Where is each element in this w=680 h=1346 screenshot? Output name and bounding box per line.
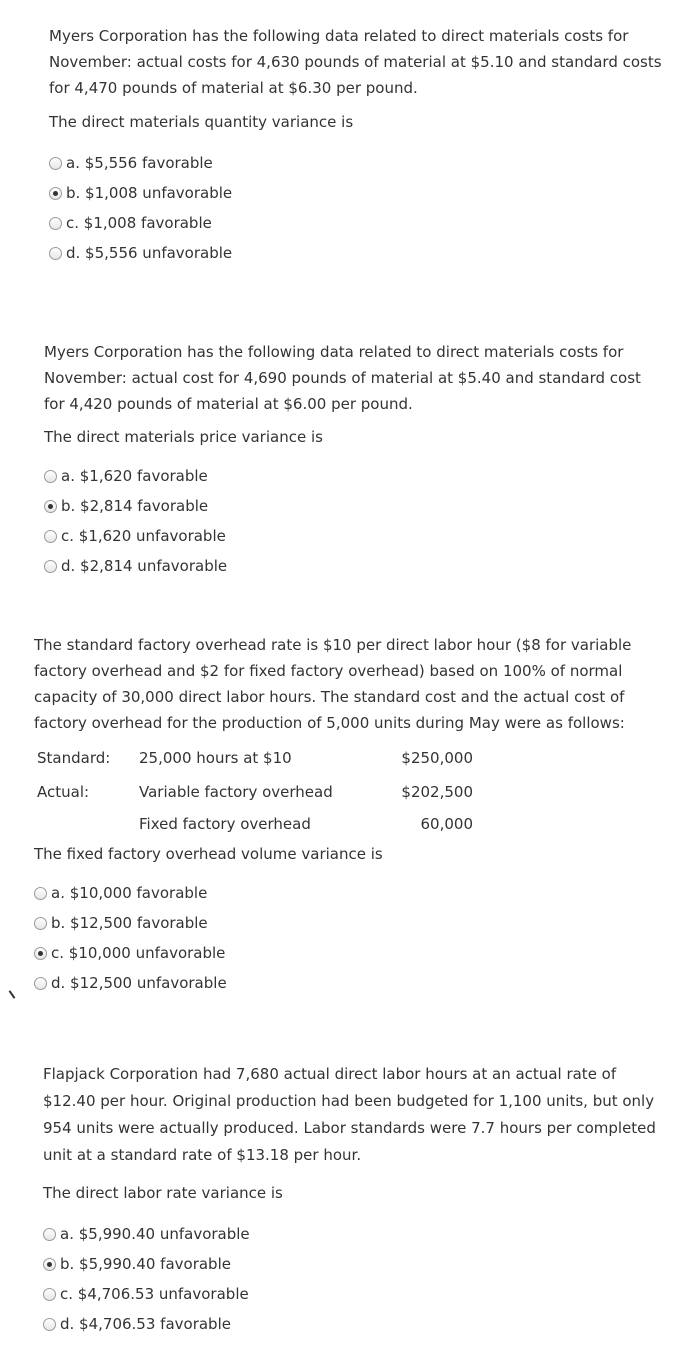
option-label: b. $2,814 favorable [61,497,209,515]
option-a[interactable] [34,878,659,908]
option-d[interactable] [49,238,664,268]
option-d[interactable] [43,1309,668,1339]
answer-options [34,878,659,998]
option-c[interactable] [44,521,659,551]
question-2 [44,339,659,581]
radio-button-icon[interactable] [43,1228,56,1241]
question-stem: The standard factory overhead rate is $10 per direct labor hour ($8 for variable factory overhead and $2 for fixed factory overhead) based on 100% of normal capacity of 30,000 direct labor hours. The standard cost and the actual cost of factory overhead for the production of 5,000 units during May were as follows: [34,636,632,732]
option-label: a. $10,000 favorable [51,884,208,902]
stray-mark [9,990,16,999]
question-prompt: The direct materials quantity variance is [49,113,354,131]
option-label: d. $12,500 unfavorable [51,974,227,992]
option-a[interactable] [49,148,664,178]
radio-button-icon[interactable] [44,470,57,483]
option-a[interactable] [44,461,659,491]
radio-button-selected-icon[interactable] [34,947,47,960]
option-c[interactable] [43,1279,668,1309]
radio-button-icon[interactable] [49,247,62,260]
overhead-cost-table [34,742,659,840]
row-label: Standard: [37,749,111,767]
radio-button-icon[interactable] [34,977,47,990]
table-row [34,808,659,840]
radio-button-icon[interactable] [49,157,62,170]
option-label: b. $5,990.40 favorable [60,1255,231,1273]
option-c[interactable] [49,208,664,238]
option-label: a. $5,990.40 unfavorable [60,1225,250,1243]
answer-options [49,148,664,268]
option-label: c. $1,008 favorable [66,214,212,232]
radio-button-icon[interactable] [49,217,62,230]
table-row [34,742,659,776]
radio-button-selected-icon[interactable] [43,1258,56,1271]
option-label: a. $1,620 favorable [61,467,208,485]
radio-button-selected-icon[interactable] [49,187,62,200]
option-d[interactable] [44,551,659,581]
option-a[interactable] [43,1219,668,1249]
radio-button-icon[interactable] [43,1318,56,1331]
answer-options [43,1219,668,1339]
question-prompt: The direct labor rate variance is [43,1184,283,1202]
option-label: b. $1,008 unfavorable [66,184,233,202]
row-description: Variable factory overhead [139,783,333,801]
question-stem: Myers Corporation has the following data related to direct materials costs for November: actual costs for 4,630 pounds of material at $5.10 and standard costs for 4,470 pounds of material at $6.30 per pound. [49,27,662,97]
answer-options [44,461,659,581]
option-label: d. $2,814 unfavorable [61,557,228,575]
option-label: c. $4,706.53 unfavorable [60,1285,249,1303]
question-1 [49,23,664,268]
radio-button-icon[interactable] [44,560,57,573]
question-stem: Myers Corporation has the following data related to direct materials costs for November: actual cost for 4,690 pounds of material at $5.40 and standard cost for 4,420 pounds of material at $6.00 per pound. [44,343,641,413]
option-label: b. $12,500 favorable [51,914,208,932]
row-amount: $202,500 [401,783,473,801]
row-description: 25,000 hours at $10 [139,749,292,767]
option-c[interactable] [34,938,659,968]
question-3 [34,632,659,998]
radio-button-icon[interactable] [43,1288,56,1301]
option-label: d. $4,706.53 favorable [60,1315,231,1333]
table-row [34,776,659,808]
option-label: c. $10,000 unfavorable [51,944,226,962]
row-amount: 60,000 [420,815,473,833]
question-prompt: The direct materials price variance is [44,428,323,446]
option-label: d. $5,556 unfavorable [66,244,233,262]
radio-button-icon[interactable] [34,887,47,900]
row-amount: $250,000 [401,749,473,767]
question-stem: Flapjack Corporation had 7,680 actual direct labor hours at an actual rate of $12.40 per hour. Original production had been budgeted for 1,100 units, but only 954 units were actually produced. Labor standards were 7.7 hours per completed unit at a standard rate of $13.18 per hour. [43,1065,656,1164]
radio-button-icon[interactable] [34,917,47,930]
option-label: a. $5,556 favorable [66,154,213,172]
question-prompt: The fixed factory overhead volume variance is [34,845,383,863]
option-b[interactable] [43,1249,668,1279]
option-d[interactable] [34,968,659,998]
option-label: c. $1,620 unfavorable [61,527,226,545]
option-b[interactable] [34,908,659,938]
row-label: Actual: [37,783,90,801]
option-b[interactable] [49,178,664,208]
option-b[interactable] [44,491,659,521]
row-description: Fixed factory overhead [139,815,311,833]
radio-button-icon[interactable] [44,530,57,543]
question-4 [43,1061,668,1339]
radio-button-selected-icon[interactable] [44,500,57,513]
